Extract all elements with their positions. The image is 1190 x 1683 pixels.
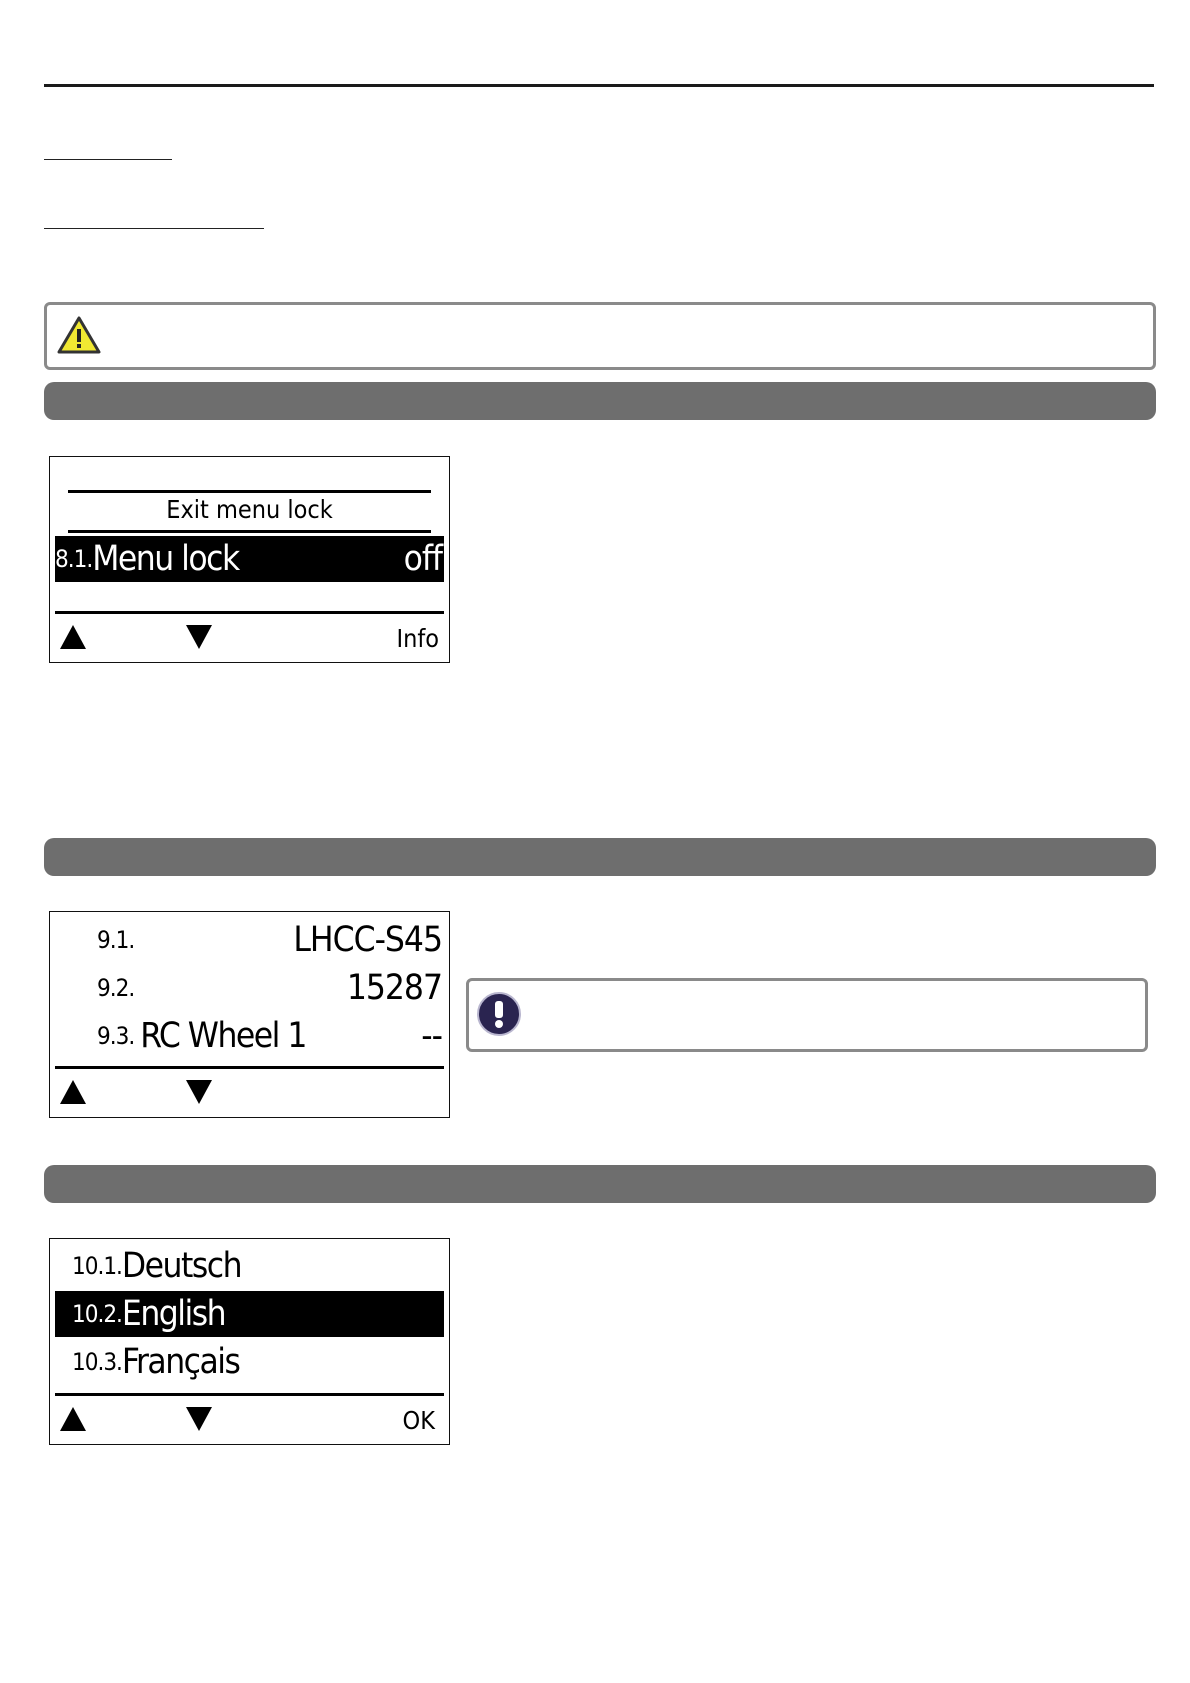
- lcd-title-bottom-rule: [68, 530, 431, 533]
- row-number: 10.3.: [72, 1348, 122, 1376]
- row-value: 15287: [346, 968, 442, 1008]
- arrow-down-icon[interactable]: [186, 1080, 212, 1104]
- section-bar-service: [44, 838, 1156, 876]
- row-value: --: [421, 1016, 442, 1056]
- row-number: 8.1.: [55, 545, 93, 573]
- softkey-rule: [55, 1066, 444, 1069]
- row-number: 9.1.: [97, 926, 135, 954]
- row-number: 9.2.: [97, 974, 135, 1002]
- heading-underline-2: [44, 228, 264, 229]
- row-value: off: [403, 539, 442, 579]
- arrow-up-icon[interactable]: [60, 625, 86, 649]
- row-label: Menu lock: [92, 539, 239, 579]
- lcd-language: [49, 1238, 450, 1445]
- menu-lock-row[interactable]: [55, 536, 444, 582]
- row-label: RC Wheel 1: [140, 1016, 306, 1056]
- row-value: LHCC-S45: [293, 920, 442, 960]
- service-row: [55, 917, 444, 963]
- row-number: 10.1.: [72, 1252, 122, 1280]
- row-label: Deutsch: [121, 1246, 242, 1286]
- warning-box: [44, 302, 1156, 370]
- service-row: [55, 965, 444, 1011]
- section-bar-language: [44, 1165, 1156, 1203]
- ok-softkey[interactable]: OK: [402, 1406, 435, 1435]
- row-number: 9.3.: [97, 1022, 135, 1050]
- softkey-rule: [55, 611, 444, 614]
- top-rule: [44, 84, 1154, 87]
- row-label: English: [121, 1294, 226, 1334]
- lcd-title-top-rule: [68, 490, 431, 493]
- language-option-deutsch[interactable]: [55, 1243, 444, 1289]
- arrow-up-icon[interactable]: [60, 1407, 86, 1431]
- arrow-down-icon[interactable]: [186, 625, 212, 649]
- info-softkey[interactable]: Info: [396, 624, 439, 653]
- row-number: 10.2.: [72, 1300, 122, 1328]
- lcd-title: Exit menu lock: [166, 495, 333, 524]
- lcd-menu-lock: [49, 456, 450, 663]
- warning-triangle-icon: [57, 315, 101, 355]
- service-row: [55, 1013, 444, 1059]
- arrow-down-icon[interactable]: [186, 1407, 212, 1431]
- softkey-rule: [55, 1393, 444, 1396]
- row-label: Français: [121, 1342, 240, 1382]
- language-option-english[interactable]: [55, 1291, 444, 1337]
- lcd-service: [49, 911, 450, 1118]
- heading-underline-1: [44, 159, 172, 160]
- note-box: [466, 978, 1148, 1052]
- arrow-up-icon[interactable]: [60, 1080, 86, 1104]
- language-option-francais[interactable]: [55, 1339, 444, 1385]
- section-bar-menu-lock: [44, 382, 1156, 420]
- exclamation-circle-icon: [477, 992, 521, 1036]
